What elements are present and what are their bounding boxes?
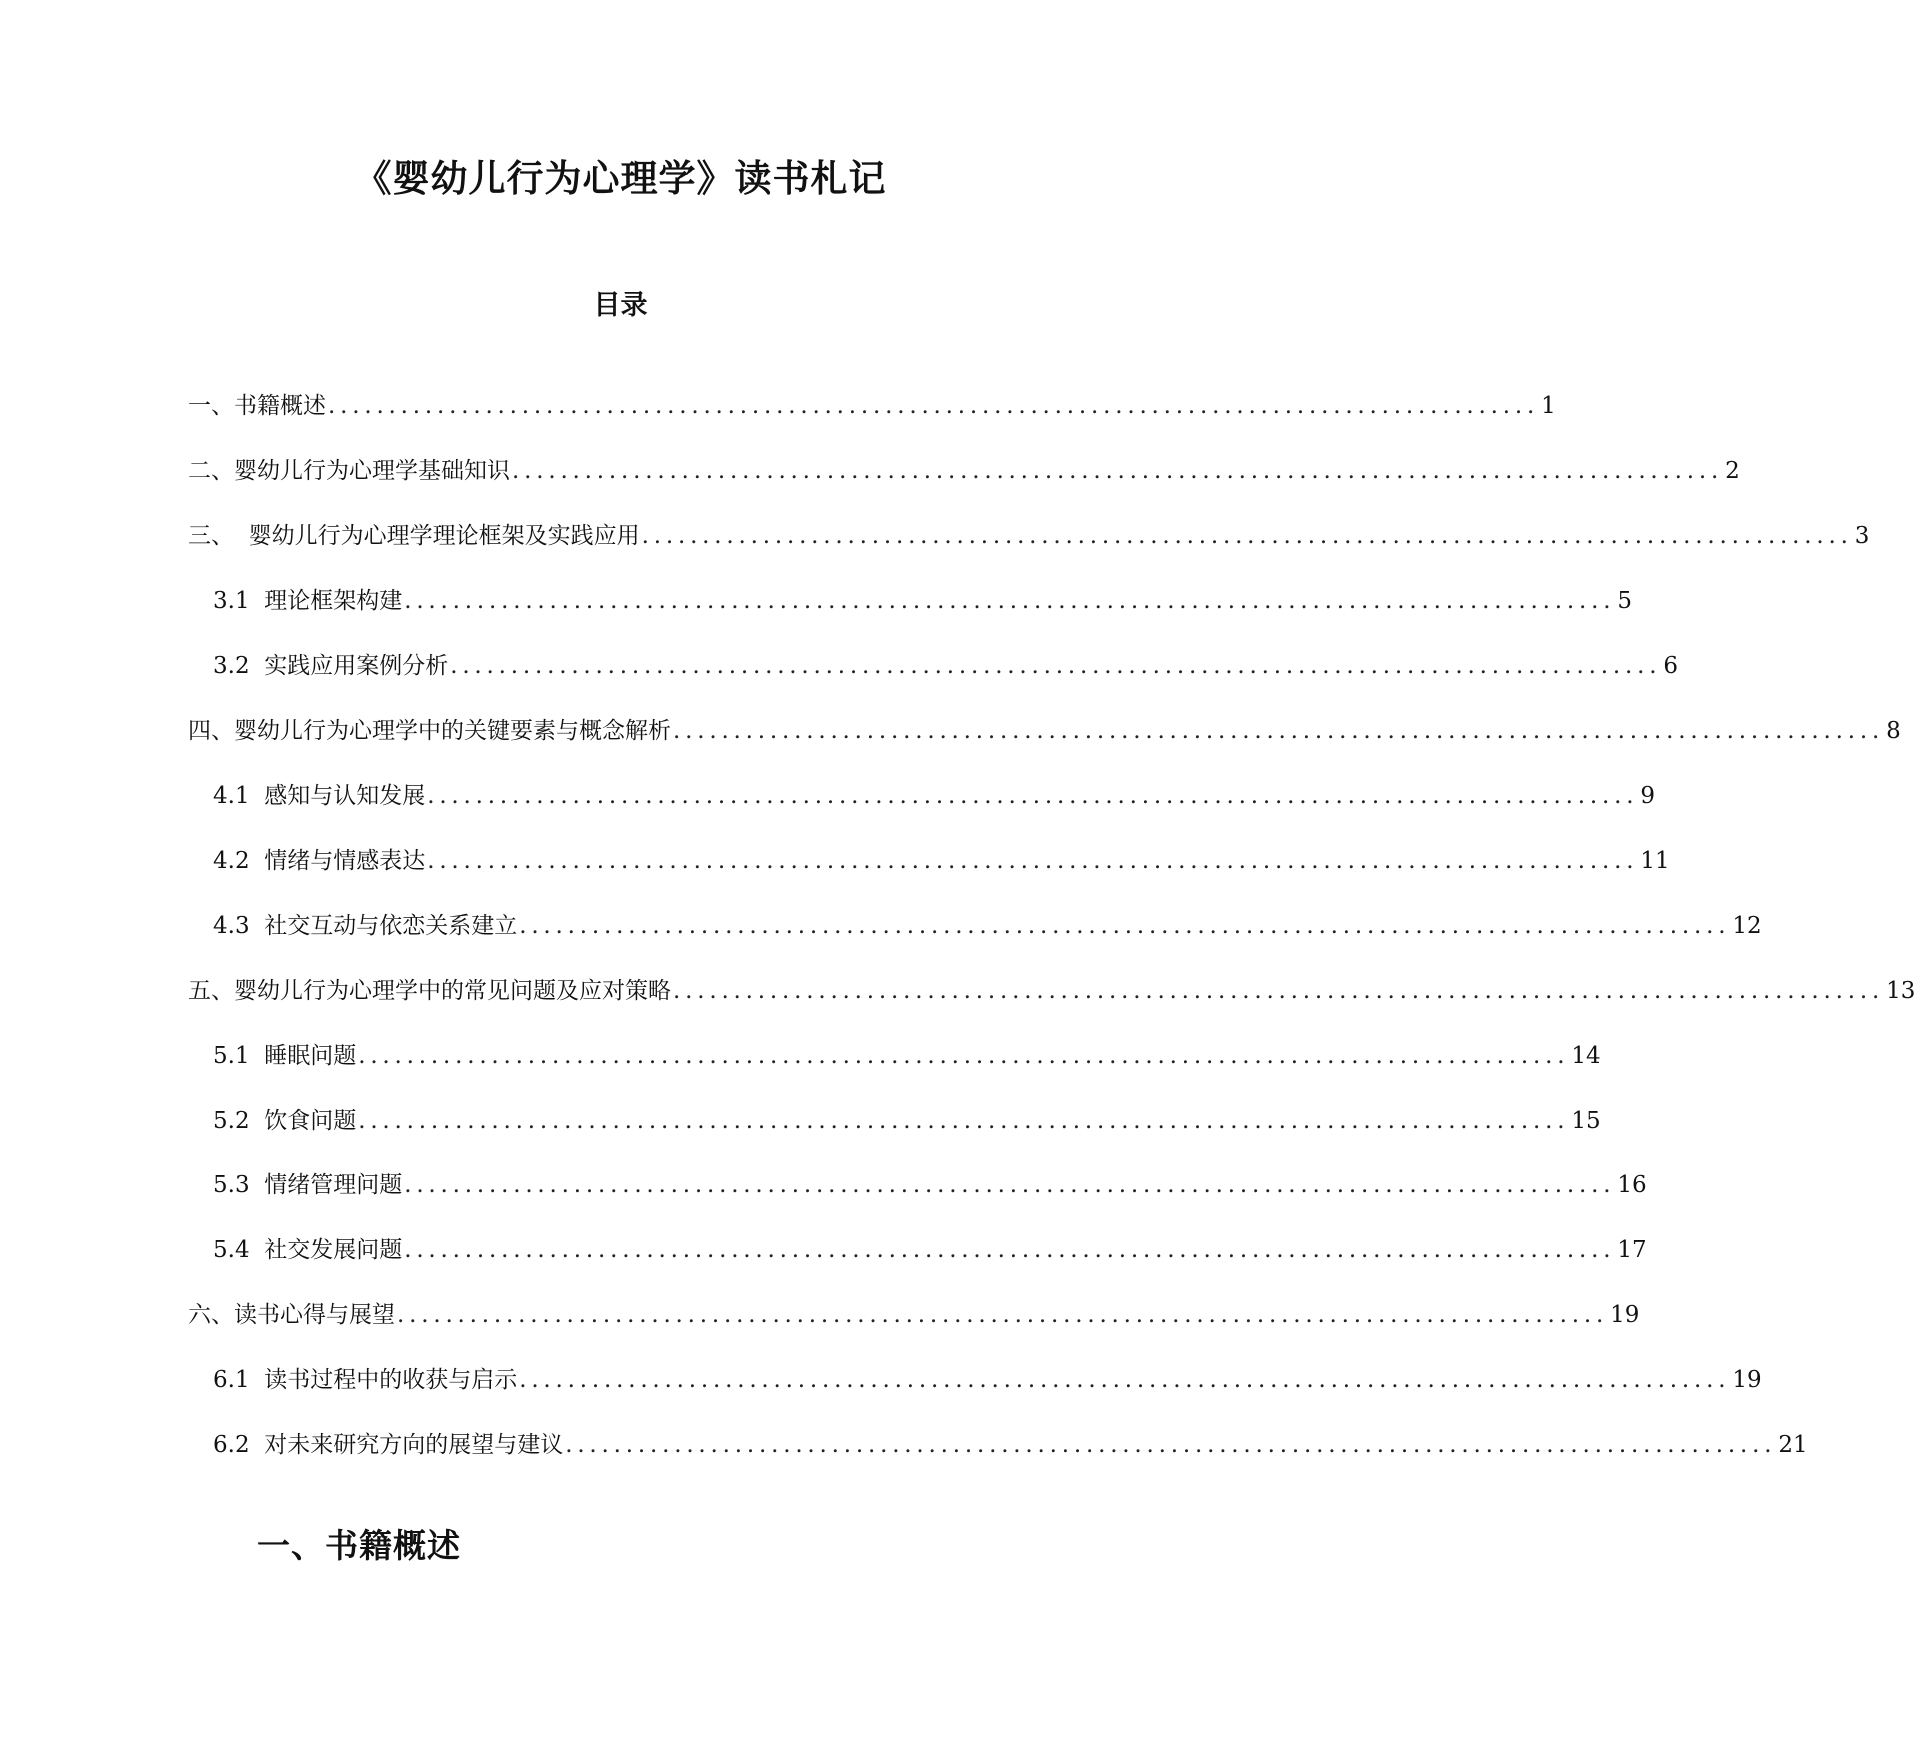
toc-entry[interactable] [213, 1166, 1647, 1202]
toc-entry-label: 四、婴幼儿行为心理学中的关键要素与概念解析 [188, 718, 671, 744]
toc-entry-page: 19 [1610, 1302, 1640, 1328]
toc-entry-page: 14 [1571, 1043, 1601, 1069]
toc-entry-label: 二、婴幼儿行为心理学基础知识 [188, 458, 510, 484]
toc-leader-dots: .................................................................................................... [565, 1432, 1777, 1458]
toc-entry-label: 4.1 感知与认知发展 [213, 783, 426, 809]
toc-entry-label: 6.2 对未来研究方向的展望与建议 [213, 1432, 564, 1458]
toc-entry[interactable] [188, 452, 1740, 488]
toc-entry-page: 12 [1732, 913, 1762, 939]
toc-entry[interactable] [188, 972, 1915, 1008]
toc-entry-page: 9 [1640, 783, 1655, 809]
toc-leader-dots: .................................................................................................... [641, 523, 1853, 549]
toc-leader-dots: .................................................................................................... [673, 978, 1885, 1004]
toc-entry[interactable] [188, 387, 1556, 423]
toc-entry-label: 5.4 社交发展问题 [213, 1237, 403, 1263]
toc-entry[interactable] [213, 1231, 1647, 1267]
toc-entry[interactable] [188, 712, 1901, 748]
toc-leader-dots: .................................................................................................... [427, 848, 1639, 874]
document-title: 《婴幼儿行为心理学》读书札记 [354, 156, 887, 200]
toc-entry-label: 3.1 理论框架构建 [213, 588, 403, 614]
toc-entry-label: 3.2 实践应用案例分析 [213, 653, 449, 679]
toc-entry-label: 4.3 社交互动与依恋关系建立 [213, 913, 518, 939]
section-heading: 一、书籍概述 [257, 1526, 461, 1565]
toc-entry[interactable] [213, 1361, 1762, 1397]
toc-leader-dots: .................................................................................................... [512, 458, 1724, 484]
toc-leader-dots: .................................................................................................... [450, 653, 1662, 679]
toc-leader-dots: .................................................................................................... [519, 913, 1731, 939]
toc-entry-page: 19 [1732, 1367, 1762, 1393]
toc-entry[interactable] [213, 842, 1670, 878]
toc-entry[interactable] [188, 517, 1870, 553]
toc-entry-page: 1 [1541, 393, 1556, 419]
toc-entry[interactable] [213, 907, 1762, 943]
toc-entry-label: 六、读书心得与展望 [188, 1302, 395, 1328]
toc-entry-label: 4.2 情绪与情感表达 [213, 848, 426, 874]
toc-entry-page: 21 [1778, 1432, 1808, 1458]
toc-leader-dots: .................................................................................................... [673, 718, 1885, 744]
toc-entry-label: 5.1 睡眠问题 [213, 1043, 357, 1069]
toc-entry-page: 8 [1886, 718, 1901, 744]
toc-heading: 目录 [593, 290, 648, 321]
toc-entry-label: 5.3 情绪管理问题 [213, 1172, 403, 1198]
toc-entry-page: 11 [1640, 848, 1670, 874]
toc-leader-dots: .................................................................................................... [404, 1172, 1616, 1198]
toc-entry-page: 6 [1663, 653, 1678, 679]
toc-entry[interactable] [188, 1296, 1640, 1332]
toc-entry-label: 6.1 读书过程中的收获与启示 [213, 1367, 518, 1393]
toc-leader-dots: .................................................................................................... [427, 783, 1639, 809]
toc-entry[interactable] [213, 1102, 1601, 1138]
toc-entry[interactable] [213, 647, 1678, 683]
toc-leader-dots: .................................................................................................... [358, 1108, 1570, 1134]
toc-entry[interactable] [213, 777, 1655, 813]
toc-entry-page: 15 [1571, 1108, 1601, 1134]
toc-leader-dots: .................................................................................................... [358, 1043, 1570, 1069]
toc-leader-dots: .................................................................................................... [519, 1367, 1731, 1393]
toc-leader-dots: .................................................................................................... [328, 393, 1540, 419]
toc-entry-page: 16 [1617, 1172, 1647, 1198]
toc-entry-page: 2 [1725, 458, 1740, 484]
toc-entry-label: 一、书籍概述 [188, 393, 326, 419]
toc-leader-dots: .................................................................................................... [397, 1302, 1609, 1328]
toc-leader-dots: .................................................................................................... [404, 1237, 1616, 1263]
toc-entry-page: 5 [1617, 588, 1632, 614]
toc-entry-page: 17 [1617, 1237, 1647, 1263]
toc-entry[interactable] [213, 582, 1632, 618]
toc-entry-label: 5.2 饮食问题 [213, 1108, 357, 1134]
toc-entry-page: 3 [1854, 523, 1870, 549]
toc-entry-label: 三、 婴幼儿行为心理学理论框架及实践应用 [188, 523, 640, 549]
toc-leader-dots: .................................................................................................... [404, 588, 1616, 614]
toc-entry-label: 五、婴幼儿行为心理学中的常见问题及应对策略 [188, 978, 671, 1004]
toc-entry[interactable] [213, 1426, 1808, 1462]
toc-entry-page: 13 [1886, 978, 1915, 1004]
toc-entry[interactable] [213, 1037, 1601, 1073]
